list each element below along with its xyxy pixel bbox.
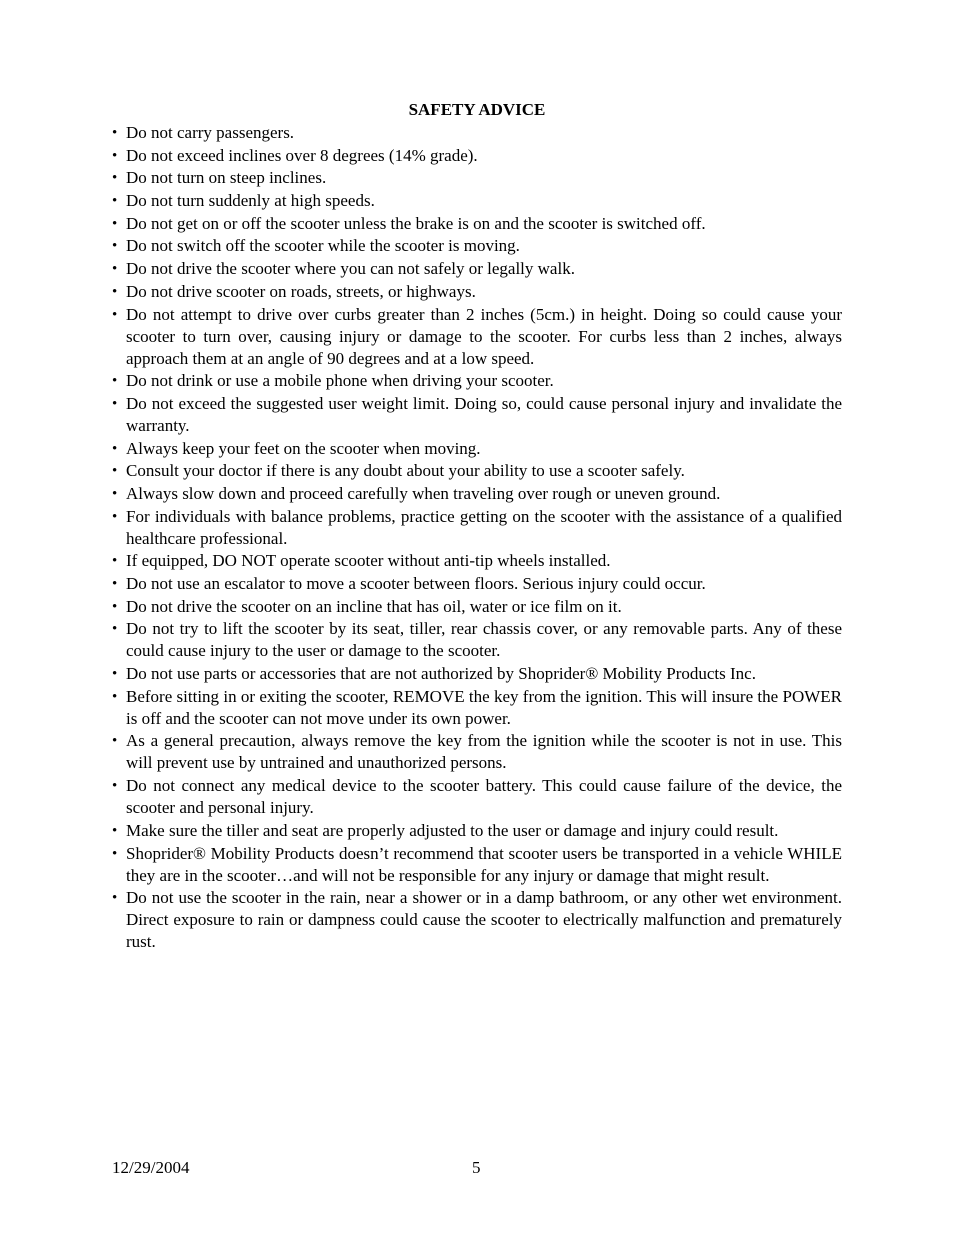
list-item-text: Do not drink or use a mobile phone when driving your scooter. <box>126 371 554 391</box>
list-item <box>112 573 842 595</box>
list-item <box>112 730 842 774</box>
list-item-text: Shoprider® Mobility Products doesn’t recommend that scooter users be transported in a vehicle WHILE they are in the scooter…and will not be responsible for any injury or damage that might result. <box>126 843 842 885</box>
list-item-text: Do not turn suddenly at high speeds. <box>126 191 375 211</box>
list-item <box>112 887 842 953</box>
list-item <box>112 304 842 370</box>
bullet-icon: • <box>112 688 118 705</box>
bullet-icon: • <box>112 373 118 390</box>
bullet-icon: • <box>112 238 118 255</box>
list-item-text: Do not get on or off the scooter unless the brake is on and the scooter is switched off. <box>126 213 706 233</box>
list-item-text: Do not try to lift the scooter by its seat, tiller, rear chassis cover, or any removable parts. Any of these could cause injury to the user or damage to the scooter. <box>126 619 842 661</box>
list-item <box>112 235 842 257</box>
list-item-text: Do not turn on steep inclines. <box>126 168 327 188</box>
list-item <box>112 550 842 572</box>
list-item-text: Do not use parts or accessories that are not authorized by Shoprider® Mobility Products Inc. <box>126 664 756 684</box>
list-item-text: Do not switch off the scooter while the scooter is moving. <box>126 236 520 256</box>
bullet-icon: • <box>112 845 118 862</box>
page-title: SAFETY ADVICE <box>408 100 546 119</box>
list-item <box>112 370 842 392</box>
list-item-text: Do not use an escalator to move a scooter between floors. Serious injury could occur. <box>126 574 706 593</box>
bullet-icon: • <box>112 463 118 480</box>
list-item-text: Do not drive the scooter where you can not safely or legally walk. <box>126 259 575 279</box>
bullet-icon: • <box>112 666 118 683</box>
bullet-icon: • <box>112 261 118 278</box>
list-item-text: Make sure the tiller and seat are properly adjusted to the user or damage and injury could result. <box>126 820 779 840</box>
bullet-icon: • <box>112 170 118 187</box>
list-item-text: Do not exceed the suggested user weight limit. Doing so, could cause personal injury and invalidate the warranty. <box>126 393 842 435</box>
list-item <box>112 167 842 189</box>
list-item-text: Always slow down and proceed carefully when traveling over rough or uneven ground. <box>126 483 721 503</box>
list-item <box>112 843 842 887</box>
list-item <box>112 596 842 618</box>
list-item <box>112 213 842 235</box>
bullet-icon: • <box>112 598 118 615</box>
list-item <box>112 460 842 482</box>
list-item-text: Do not exceed inclines over 8 degrees (14% grade). <box>126 145 478 165</box>
list-item-text: As a general precaution, always remove the key from the ignition while the scooter is not in use. This will prevent use by untrained and unauthorized persons. <box>126 731 842 773</box>
bullet-icon: • <box>112 890 118 907</box>
list-item-text: Do not connect any medical device to the scooter battery. This could cause failure of the device, the scooter and personal injury. <box>126 776 842 818</box>
list-item <box>112 618 842 662</box>
list-item <box>112 775 842 819</box>
list-item <box>112 145 842 167</box>
bullet-icon: • <box>112 576 118 592</box>
list-item-text: If equipped, DO NOT operate scooter without anti-tip wheels installed. <box>126 551 611 571</box>
list-item <box>112 686 842 730</box>
bullet-icon: • <box>112 508 118 525</box>
list-item-text: Do not carry passengers. <box>126 123 295 142</box>
list-item-text: Do not drive scooter on roads, streets, or highways. <box>126 281 476 301</box>
bullet-icon: • <box>112 283 118 300</box>
bullet-icon: • <box>112 193 118 210</box>
bullet-icon: • <box>112 147 118 164</box>
safety-advice-list <box>112 122 842 954</box>
list-item <box>112 483 842 505</box>
bullet-icon: • <box>112 778 118 795</box>
list-item <box>112 258 842 280</box>
page-number: 5 <box>472 1158 481 1177</box>
list-item-text: Always keep your feet on the scooter when moving. <box>126 438 481 458</box>
list-item <box>112 820 842 842</box>
bullet-icon: • <box>112 822 118 839</box>
list-item <box>112 663 842 685</box>
bullet-icon: • <box>112 733 118 750</box>
bullet-icon: • <box>112 395 118 412</box>
list-item-text: Do not attempt to drive over curbs greater than 2 inches (5cm.) in height. Doing so could cause your scooter to turn over, causing injury or damage to the scooter. For curbs less than 2 inches, always approach them at an angle of 90 degrees and at a low speed. <box>126 304 842 368</box>
list-item <box>112 506 842 550</box>
list-item-text: For individuals with balance problems, practice getting on the scooter with the assistance of a qualified healthcare professional. <box>126 506 842 548</box>
list-item-text: Do not drive the scooter on an incline that has oil, water or ice film on it. <box>126 596 622 616</box>
bullet-icon: • <box>112 125 118 141</box>
list-item-text: Consult your doctor if there is any doubt about your ability to use a scooter safely. <box>126 461 685 481</box>
bullet-icon: • <box>112 553 118 570</box>
bullet-icon: • <box>112 306 118 323</box>
list-item <box>112 190 842 212</box>
list-item <box>112 122 842 144</box>
footer-date: 12/29/2004 <box>112 1158 190 1177</box>
bullet-icon: • <box>112 485 118 502</box>
list-item-text: Before sitting in or exiting the scooter, REMOVE the key from the ignition. This will insure the POWER is off and the scooter can not move under its own power. <box>126 686 842 728</box>
list-item-text: Do not use the scooter in the rain, near a shower or in a damp bathroom, or any other wet environment. Direct exposure to rain or dampness could cause the scooter to electrically malfunction and prematurely rust. <box>126 888 842 952</box>
list-item <box>112 393 842 437</box>
list-item <box>112 438 842 460</box>
bullet-icon: • <box>112 621 118 638</box>
bullet-icon: • <box>112 215 118 232</box>
list-item <box>112 281 842 303</box>
bullet-icon: • <box>112 440 118 457</box>
